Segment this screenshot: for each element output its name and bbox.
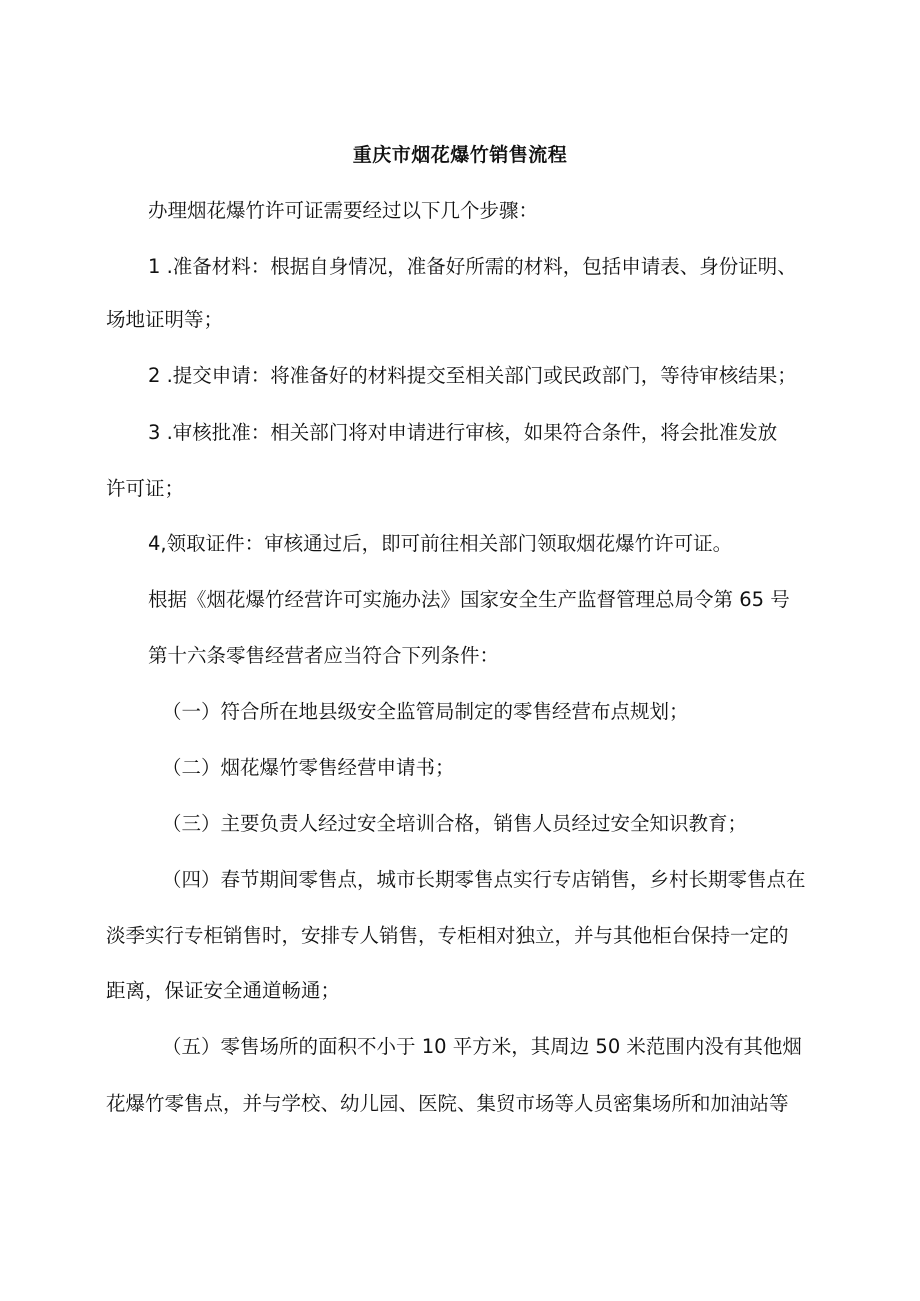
step-3-line-2: 许可证； — [106, 477, 185, 500]
regulation-reference-line: 根据《烟花爆竹经营许可实施办法》国家安全生产监督管理总局令第 65 号 — [148, 588, 790, 611]
step-1-line-1: 1 .准备材料：根据自身情况，准备好所需的材料，包括申请表、身份证明、 — [148, 255, 797, 278]
step-1-line-2: 场地证明等； — [106, 308, 224, 331]
condition-4-line-3: 距离，保证安全通道畅通； — [106, 979, 341, 1002]
condition-1: （一）符合所在地县级安全监管局制定的零售经营布点规划； — [162, 700, 689, 723]
step-4-line: 4,领取证件：审核通过后，即可前往相关部门领取烟花爆竹许可证。 — [148, 532, 733, 555]
step-3-line-1: 3 .审核批准：相关部门将对申请进行审核，如果符合条件，将会批准发放 — [148, 421, 778, 444]
document-title: 重庆市烟花爆竹销售流程 — [352, 144, 568, 166]
intro-paragraph: 办理烟花爆竹许可证需要经过以下几个步骤： — [148, 199, 539, 222]
step-2-line: 2 .提交申请：将准备好的材料提交至相关部门或民政部门，等待审核结果； — [148, 364, 797, 387]
condition-4-line-1: （四）春节期间零售点，城市长期零售点实行专店销售，乡村长期零售点在 — [162, 868, 806, 891]
condition-5-line-1: （五）零售场所的面积不小于 10 平方米，其周边 50 米范围内没有其他烟 — [162, 1035, 802, 1058]
article-16-heading: 第十六条零售经营者应当符合下列条件： — [148, 644, 500, 667]
condition-5-line-2: 花爆竹零售点，并与学校、幼儿园、医院、集贸市场等人员密集场所和加油站等 — [106, 1092, 789, 1115]
condition-2: （二）烟花爆竹零售经营申请书； — [162, 756, 455, 779]
condition-4-line-2: 淡季实行专柜销售时，安排专人销售，专柜相对独立，并与其他柜台保持一定的 — [106, 924, 789, 947]
condition-3: （三）主要负责人经过安全培训合格，销售人员经过安全知识教育； — [162, 812, 748, 835]
